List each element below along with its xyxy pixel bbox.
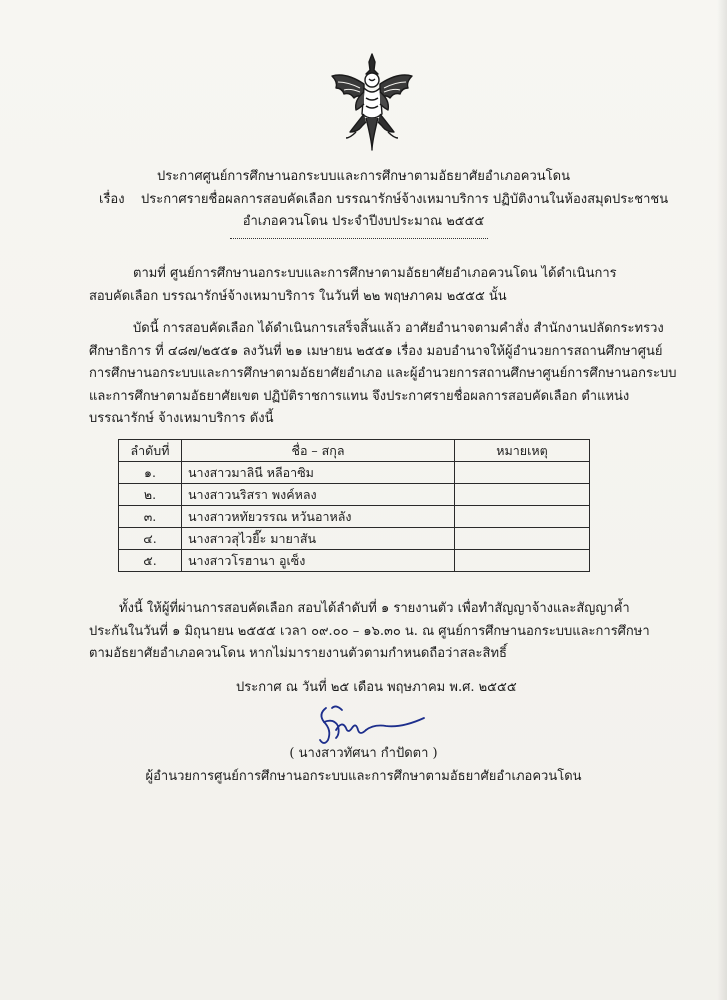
row-number: ๔. <box>119 528 182 550</box>
paragraph-2-line: บรรณารักษ์ จ้างเหมาบริการ ดังนี้ <box>89 411 274 426</box>
row-name: นางสาวมาลินี หลีอาซิม <box>182 462 455 484</box>
table-row <box>119 462 590 484</box>
row-number: ๓. <box>119 506 182 528</box>
row-number: ๒. <box>119 484 182 506</box>
dotted-divider <box>230 238 488 239</box>
row-number: ๑. <box>119 462 182 484</box>
column-header-number: ลำดับที่ <box>119 440 182 462</box>
paragraph-2 <box>89 318 676 431</box>
subject-line-2: อำเภอควนโดน ประจำปีงบประมาณ ๒๕๕๕ <box>242 214 485 229</box>
paragraph-2-line: และการศึกษาตามอัธยาศัยเขต ปฏิบัติราชการแทน จึงประกาศรายชื่อผลการสอบคัดเลือก ตำแหน่ง <box>89 388 630 404</box>
paragraph-2-line: บัดนี้ การสอบคัดเลือก ได้ดำเนินการเสร็จสิ้นแล้ว อาศัยอำนาจตามคำสั่ง สำนักงานปลัดกระทรวง <box>133 321 664 336</box>
paragraph-1 <box>89 263 617 308</box>
candidate-table <box>118 439 590 572</box>
organization-title: ประกาศศูนย์การศึกษานอกระบบและการศึกษาตามอัธยาศัยอำเภอควนโดน <box>156 169 570 184</box>
row-name: นางสาวหทัยวรรณ หวันอาหลัง <box>182 506 455 528</box>
garuda-emblem-icon <box>326 52 418 152</box>
table-header-row <box>119 440 590 462</box>
handwritten-signature <box>312 700 430 748</box>
signatory-position: ผู้อำนวยการศูนย์การศึกษานอกระบบและการศึกษาตามอัธยาศัยอำเภอควนโดน <box>145 769 582 784</box>
row-name: นางสาวโรฮานา อูเซ็ง <box>182 550 455 572</box>
paragraph-3 <box>89 598 650 666</box>
row-note <box>455 506 590 528</box>
paragraph-3-line: ทั้งนี้ ให้ผู้ที่ผ่านการสอบคัดเลือก สอบได้ลำดับที่ ๑ รายงานตัว เพื่อทำสัญญาจ้างและสัญญาค้ำ <box>119 601 630 616</box>
declaration-date: ประกาศ ณ วันที่ ๒๕ เดือน พฤษภาคม พ.ศ. ๒๕๕๕ <box>236 680 517 695</box>
table-row <box>119 528 590 550</box>
paragraph-1-line: สอบคัดเลือก บรรณารักษ์จ้างเหมาบริการ ในวันที่ ๒๒ พฤษภาคม ๒๕๕๕ นั้น <box>89 288 507 304</box>
row-number: ๕. <box>119 550 182 572</box>
row-note <box>455 484 590 506</box>
column-header-note: หมายเหตุ <box>455 440 590 462</box>
row-note <box>455 462 590 484</box>
row-note <box>455 550 590 572</box>
table-row <box>119 484 590 506</box>
paragraph-1-line: ตามที่ ศูนย์การศึกษานอกระบบและการศึกษาตามอัธยาศัยอำเภอควนโดน ได้ดำเนินการ <box>133 266 617 281</box>
row-note <box>455 528 590 550</box>
row-name: นางสาวนริสรา พงค์หลง <box>182 484 455 506</box>
subject-label: เรื่อง <box>99 192 125 207</box>
table-row <box>119 506 590 528</box>
signatory-name: ( นางสาวทัศนา กำปัดตา ) <box>289 746 438 761</box>
page-edge-shadow <box>717 0 727 1000</box>
paragraph-2-line: ศึกษาธิการ ที่ ๔๘๗/๒๕๕๑ ลงวันที่ ๒๑ เมษายน ๒๕๕๑ เรื่อง มอบอำนาจให้ผู้อำนวยการสถานศึกษาศูนย์ <box>89 343 663 359</box>
table-row <box>119 550 590 572</box>
paragraph-3-line: ตามอัธยาศัยอำเภอควนโดน หากไม่มารายงานตัวตามกำหนดถือว่าสละสิทธิ์ <box>89 646 507 661</box>
row-name: นางสาวสุไวยี๊ะ มายาสัน <box>182 528 455 550</box>
subject-line <box>99 188 668 209</box>
paragraph-2-line: การศึกษานอกระบบและการศึกษาตามอัธยาศัยอำเภอ และผู้อำนวยการสถานศึกษาศูนย์การศึกษานอกระบบ <box>89 366 677 381</box>
paragraph-3-line: ประกันในวันที่ ๑ มิถุนายน ๒๕๕๕ เวลา ๐๙.๐๐ – ๑๖.๓๐ น. ณ ศูนย์การศึกษานอกระบบและการศึกษา <box>89 623 650 639</box>
subject-text: ประกาศรายชื่อผลการสอบคัดเลือก บรรณารักษ์จ้างเหมาบริการ ปฏิบัติงานในห้องสมุดประชาชน <box>141 192 669 207</box>
column-header-name: ชื่อ – สกุล <box>182 440 455 462</box>
